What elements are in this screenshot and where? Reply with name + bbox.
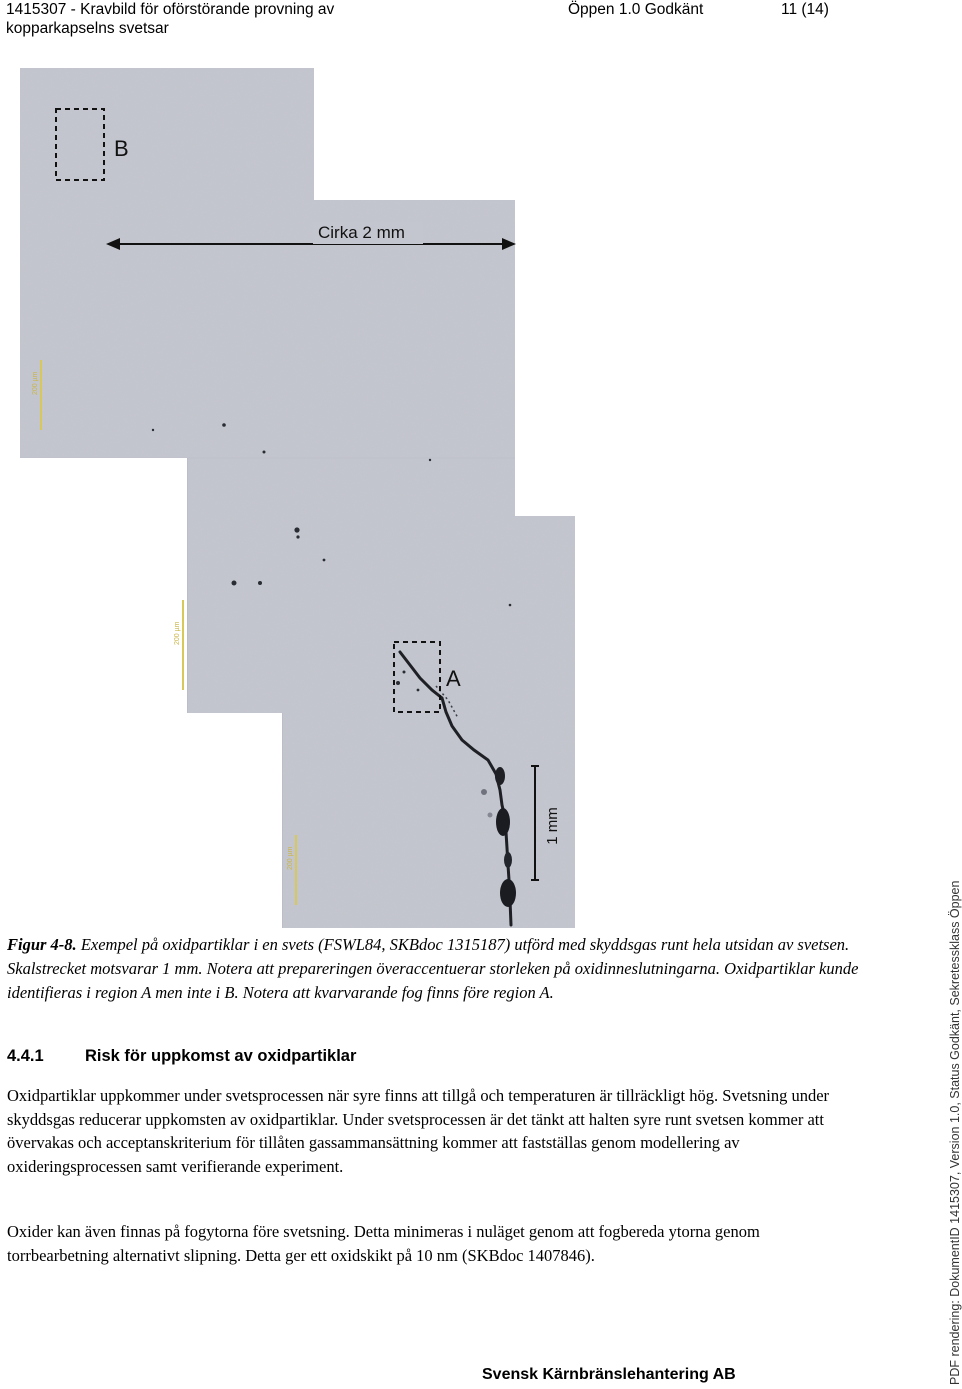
document-title: 1415307 - Kravbild för oförstörande provning av kopparkapselns svetsar xyxy=(6,1,335,37)
micro-scale-label: 200 µm xyxy=(174,621,181,645)
figure-caption xyxy=(7,933,877,1005)
figure-caption-label: Figur 4-8. xyxy=(7,935,77,954)
body-paragraph: Oxidpartiklar uppkommer under svetsprocessen när syre finns att tillgå och temperaturen är tillräckligt hög. Svetsning under skyddsgas reducerar uppkomsten av oxidpartiklar. Under svetsprocessen är det tänkt att halten syre runt svetsen kommer att övervakas och acceptanskriterium för tillåten gassammansättning kommer att fastställas genom modellering av oxideringsprocessen samt verifierande experiment. xyxy=(7,1086,830,1176)
micro-scale-bar xyxy=(174,600,183,690)
section-heading xyxy=(7,1047,356,1066)
figure-caption-text: Exempel på oxidpartiklar i en svets (FSWL84, SKBdoc 1315187) utförd med skyddsgas runt hela utsidan av svetsen. Skalstrecket motsvarar 1 mm. Notera att prepareringen överaccentuerar storleken på oxidinneslutningarna. Oxidpartiklar kunde identifieras i region A men inte i B. Notera att kvarvarande fog finns före region A. xyxy=(7,935,859,1002)
micro-scale-label: 200 µm xyxy=(32,371,39,395)
scale-bar-label: 1 mm xyxy=(544,807,561,845)
section-number: 4.4.1 xyxy=(7,1047,44,1065)
micrograph-plate xyxy=(20,68,575,928)
micro-scale-label: 200 µm xyxy=(287,846,294,870)
page-number: 11 (14) xyxy=(781,1,829,18)
section-title: Risk för uppkomst av oxidpartiklar xyxy=(85,1047,357,1065)
region-b-label: B xyxy=(114,136,129,161)
footer-company: Svensk Kärnbränslehantering AB xyxy=(482,1366,736,1383)
body-paragraph: Oxider kan även finnas på fogytorna före svetsning. Detta minimeras i nuläget genom att fogbereda ytorna genom torrbearbetning alternativt slipning. Detta ger ett oxidskikt på 10 nm (SKBdoc 1407846). xyxy=(7,1222,760,1265)
pdf-rendering-metadata: PDF rendering: DokumentID 1415307, Version 1.0, Status Godkänt, Sekretessklass Öppen xyxy=(948,880,962,1385)
dimension-label: Cirka 2 mm xyxy=(318,223,405,242)
region-a-label: A xyxy=(446,666,461,691)
document-status: Öppen 1.0 Godkänt xyxy=(568,1,704,18)
